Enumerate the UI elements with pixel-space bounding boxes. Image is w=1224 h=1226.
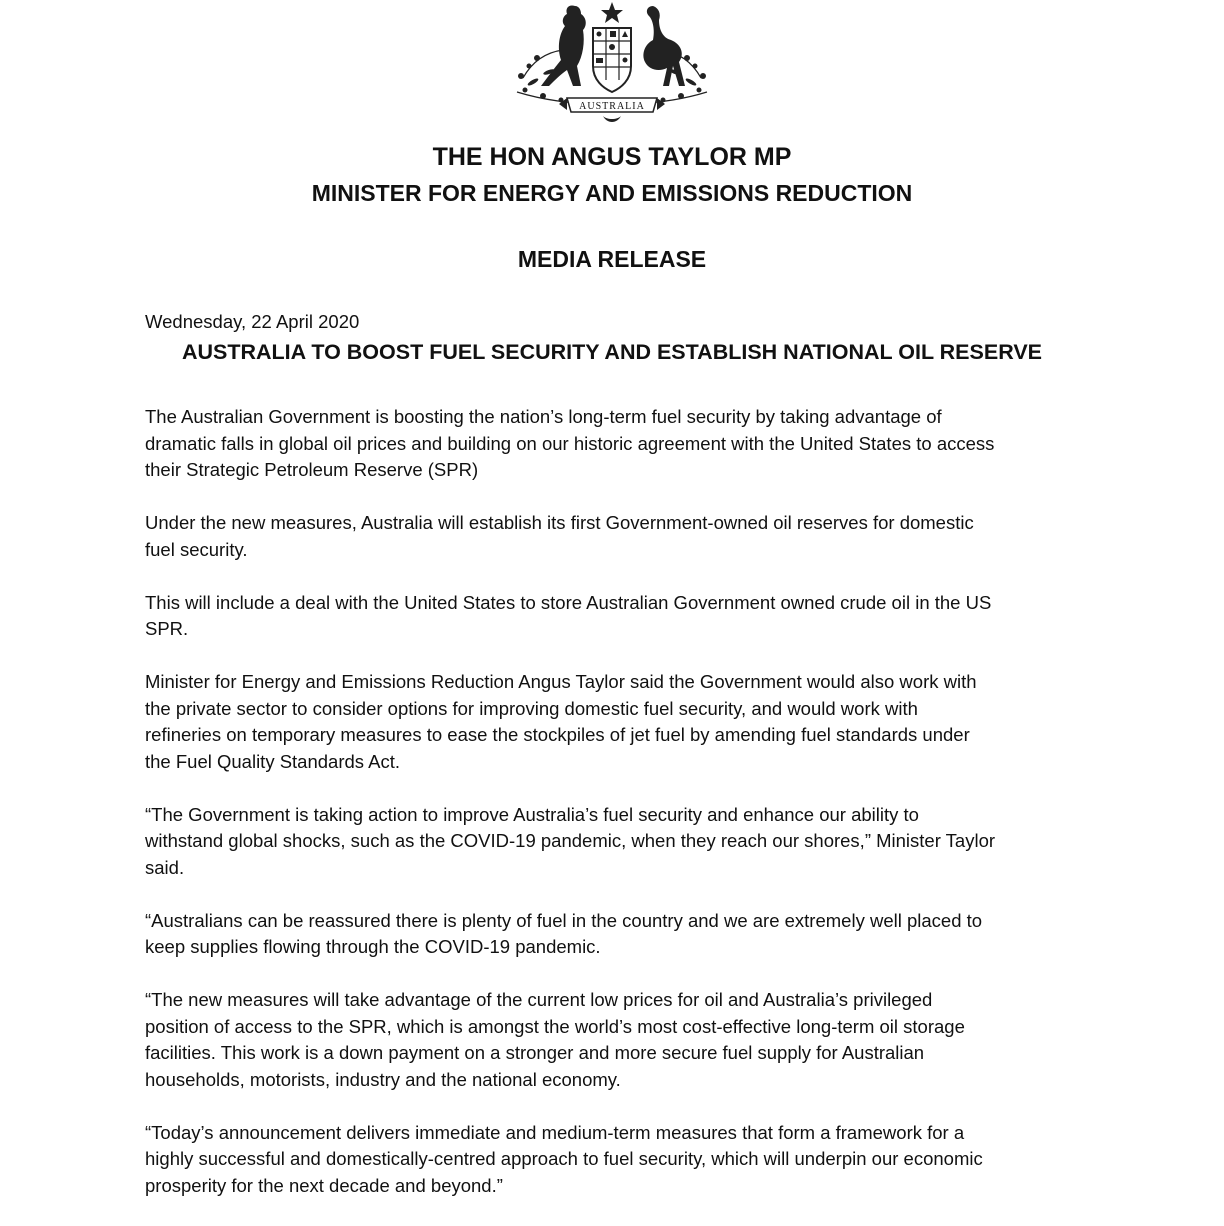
minister-role: MINISTER FOR ENERGY AND EMISSIONS REDUCTION xyxy=(311,180,913,206)
paragraph-line: “Australians can be reassured there is plenty of fuel in the country and we are extremely well placed to xyxy=(145,909,983,931)
paragraph-line: “Today’s announcement delivers immediate and medium-term measures that form a framework for a xyxy=(145,1121,965,1143)
paragraph-line: Minister for Energy and Emissions Reduction Angus Taylor said the Government would also work with xyxy=(145,671,977,692)
paragraph-line: SPR. xyxy=(145,618,189,639)
paragraph-line: the private sector to consider options for improving domestic fuel security, and would work with xyxy=(145,697,918,719)
body-paragraph xyxy=(145,802,1085,882)
release-type: MEDIA RELEASE xyxy=(517,246,707,272)
paragraph-line: facilities. This work is a down payment on a stronger and more secure fuel supply for Australian xyxy=(145,1042,925,1063)
paragraph-line: withstand global shocks, such as the COVID-19 pandemic, when they reach our shores,” Minister Taylor xyxy=(145,830,996,851)
paragraph-line: Under the new measures, Australia will establish its first Government-owned oil reserves for domestic xyxy=(145,512,974,533)
paragraph-line: fuel security. xyxy=(145,538,248,560)
body-paragraph xyxy=(145,590,1085,643)
paragraph-line: The Australian Government is boosting the nation’s long-term fuel security by taking advantage of xyxy=(145,406,942,427)
headline: AUSTRALIA TO BOOST FUEL SECURITY AND ESTABLISH NATIONAL OIL RESERVE xyxy=(181,340,1043,364)
body-paragraph xyxy=(145,908,1085,961)
minister-name: THE HON ANGUS TAYLOR MP xyxy=(432,143,792,171)
paragraph-line: keep supplies flowing through the COVID-19 pandemic. xyxy=(145,936,601,957)
paragraph-line: dramatic falls in global oil prices and building on our historic agreement with the United States to access xyxy=(145,432,995,454)
body-paragraph xyxy=(145,510,1085,563)
paragraph-line: said. xyxy=(145,856,185,878)
paragraph-line: households, motorists, industry and the national economy. xyxy=(145,1068,621,1090)
paragraph-line: highly successful and domestically-centred approach to fuel security, which will underpin our economic xyxy=(145,1148,983,1169)
paragraph-line: refineries on temporary measures to ease the stockpiles of jet fuel by amending fuel standards under xyxy=(145,724,970,745)
body-paragraph xyxy=(145,1120,1085,1200)
paragraph-line: “The new measures will take advantage of the current low prices for oil and Australia’s privileged xyxy=(145,989,933,1010)
paragraph-line: the Fuel Quality Standards Act. xyxy=(145,750,401,772)
release-date: Wednesday, 22 April 2020 xyxy=(145,311,360,332)
paragraph-line: prosperity for the next decade and beyond.” xyxy=(145,1174,503,1196)
crest-label: AUSTRALIA xyxy=(579,101,645,112)
body-paragraph xyxy=(145,404,1085,484)
paragraph-line: “The Government is taking action to improve Australia’s fuel security and enhance our ability to xyxy=(145,803,919,825)
paragraph-line: their Strategic Petroleum Reserve (SPR) xyxy=(145,459,479,480)
paragraph-line: position of access to the SPR, which is amongst the world’s most cost-effective long-term oil storage xyxy=(145,1015,965,1037)
release-body xyxy=(145,404,1085,1226)
body-paragraph xyxy=(145,987,1085,1093)
paragraph-line: This will include a deal with the United States to store Australian Government owned crude oil in the US xyxy=(145,591,992,613)
coat-of-arms-icon xyxy=(503,0,721,132)
body-paragraph xyxy=(145,669,1085,775)
